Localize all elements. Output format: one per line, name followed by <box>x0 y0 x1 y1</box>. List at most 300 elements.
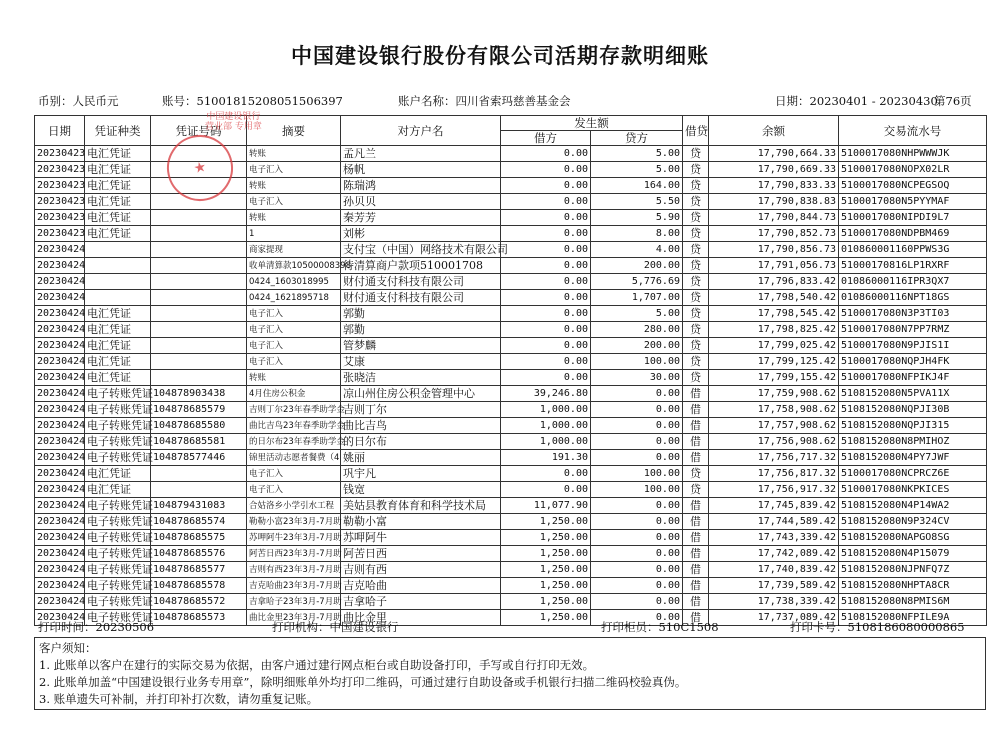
cell-date: 20230424 <box>35 354 85 370</box>
cell-debit: 1,250.00 <box>501 530 591 546</box>
cell-date: 20230423 <box>35 210 85 226</box>
table-row <box>35 274 987 290</box>
col-debit: 借方 <box>501 131 591 146</box>
cell-credit: 200.00 <box>591 258 683 274</box>
cell-dc: 借 <box>683 498 709 514</box>
col-voucher-no: 凭证号码 <box>151 116 247 146</box>
cell-voucher-type: 电汇凭证 <box>85 354 151 370</box>
cell-balance: 17,759,908.62 <box>709 386 839 402</box>
cell-debit: 0.00 <box>501 162 591 178</box>
cell-voucher-type: 电汇凭证 <box>85 338 151 354</box>
cell-date: 20230424 <box>35 370 85 386</box>
table-row <box>35 466 987 482</box>
cell-balance: 17,790,833.33 <box>709 178 839 194</box>
cell-balance: 17,790,669.33 <box>709 162 839 178</box>
cell-summary: 转账 <box>247 178 341 194</box>
cell-summary: 电子汇入 <box>247 162 341 178</box>
cell-dc: 贷 <box>683 482 709 498</box>
cell-balance: 17,799,125.42 <box>709 354 839 370</box>
cell-counterparty: 刘彬 <box>341 226 501 242</box>
cell-voucher-type: 电子转账凭证 <box>85 450 151 466</box>
cell-dc: 借 <box>683 562 709 578</box>
cell-serial: 010860001160PPWS3G <box>839 242 987 258</box>
cell-summary: 电子汇入 <box>247 466 341 482</box>
cell-summary: 电子汇入 <box>247 482 341 498</box>
cell-voucher-no <box>151 354 247 370</box>
cell-dc: 借 <box>683 402 709 418</box>
cell-credit: 5.90 <box>591 210 683 226</box>
table-row <box>35 434 987 450</box>
cell-serial: 5100017080N7PP7RMZ <box>839 322 987 338</box>
cell-voucher-no: 104878685573 <box>151 610 247 626</box>
cell-voucher-type: 电汇凭证 <box>85 370 151 386</box>
cell-serial: 5100017080NCPEGSOQ <box>839 178 987 194</box>
cell-balance: 17,743,339.42 <box>709 530 839 546</box>
cell-voucher-no <box>151 306 247 322</box>
cell-summary: 商家提现 <box>247 242 341 258</box>
cell-credit: 4.00 <box>591 242 683 258</box>
cell-voucher-no <box>151 466 247 482</box>
cell-credit: 100.00 <box>591 354 683 370</box>
table-row <box>35 338 987 354</box>
cell-summary: 0424_1621895718 <box>247 290 341 306</box>
cell-credit: 200.00 <box>591 338 683 354</box>
cell-date: 20230424 <box>35 402 85 418</box>
cell-credit: 0.00 <box>591 450 683 466</box>
cell-balance: 17,791,056.73 <box>709 258 839 274</box>
cell-debit: 0.00 <box>501 274 591 290</box>
cell-debit: 0.00 <box>501 258 591 274</box>
cell-credit: 0.00 <box>591 594 683 610</box>
table-row <box>35 210 987 226</box>
cell-voucher-type: 电子转账凭证 <box>85 562 151 578</box>
cell-balance: 17,745,839.42 <box>709 498 839 514</box>
cell-summary: 曲比金里23年3月-7月助 <box>247 610 341 626</box>
cell-voucher-type: 电子转账凭证 <box>85 578 151 594</box>
cell-serial: 5108152080NFPILE9A <box>839 610 987 626</box>
cell-dc: 借 <box>683 546 709 562</box>
cell-debit: 191.30 <box>501 450 591 466</box>
cell-debit: 1,000.00 <box>501 434 591 450</box>
cell-dc: 借 <box>683 514 709 530</box>
cell-counterparty: 待清算商户款项510001708 <box>341 258 501 274</box>
cell-serial: 5108152080NHPTA8CR <box>839 578 987 594</box>
currency-label: 币别：人民币元 <box>38 94 119 108</box>
cell-serial: 5100017080NCPRCZ6E <box>839 466 987 482</box>
cell-counterparty: 财付通支付科技有限公司 <box>341 274 501 290</box>
cell-date: 20230424 <box>35 338 85 354</box>
cell-balance: 17,798,545.42 <box>709 306 839 322</box>
cell-voucher-type: 电子转账凭证 <box>85 514 151 530</box>
cell-debit: 1,000.00 <box>501 418 591 434</box>
col-counterparty: 对方户名 <box>341 116 501 146</box>
cell-summary: 电子汇入 <box>247 338 341 354</box>
cell-credit: 280.00 <box>591 322 683 338</box>
cell-debit: 1,250.00 <box>501 578 591 594</box>
cell-credit: 100.00 <box>591 466 683 482</box>
cell-balance: 17,790,844.73 <box>709 210 839 226</box>
cell-voucher-no: 104878685580 <box>151 418 247 434</box>
cell-counterparty: 巩宇凡 <box>341 466 501 482</box>
cell-voucher-type <box>85 290 151 306</box>
cell-credit: 8.00 <box>591 226 683 242</box>
cell-counterparty: 吉克哈曲 <box>341 578 501 594</box>
cell-debit: 0.00 <box>501 242 591 258</box>
table-row <box>35 546 987 562</box>
cell-summary: 苏呷阿牛23年3月-7月助 <box>247 530 341 546</box>
cell-credit: 0.00 <box>591 514 683 530</box>
cell-debit: 1,250.00 <box>501 594 591 610</box>
cell-counterparty: 艾康 <box>341 354 501 370</box>
cell-voucher-type: 电汇凭证 <box>85 226 151 242</box>
cell-voucher-type: 电子转账凭证 <box>85 594 151 610</box>
notice-item-2: 2. 此账单加盖“中国建设银行业务专用章”，除明细账单外均打印二维码，可通过建行自助设备或手机银行扫描二维码校验真伪。 <box>39 675 687 689</box>
cell-summary: 阿苦日西23年3月-7月助 <box>247 546 341 562</box>
cell-date: 20230423 <box>35 146 85 162</box>
cell-debit: 1,000.00 <box>501 402 591 418</box>
cell-summary: 合姑洛乡小学引水工程 <box>247 498 341 514</box>
cell-voucher-type <box>85 258 151 274</box>
cell-voucher-type <box>85 274 151 290</box>
cell-date: 20230424 <box>35 482 85 498</box>
cell-serial: 5100017080NQPJH4FK <box>839 354 987 370</box>
col-dc: 借贷 <box>683 116 709 146</box>
cell-debit: 0.00 <box>501 370 591 386</box>
cell-date: 20230423 <box>35 178 85 194</box>
date-range: 日期：20230401 - 20230430 <box>775 94 938 108</box>
cell-serial: 5100017080N5PYYMAF <box>839 194 987 210</box>
cell-date: 20230424 <box>35 514 85 530</box>
cell-balance: 17,739,589.42 <box>709 578 839 594</box>
notice-item-1: 1. 此账单以客户在建行的实际交易为依据，由客户通过建行网点柜台或自助设备打印，手写或自行打印无效。 <box>39 658 595 672</box>
cell-counterparty: 吉拿哈子 <box>341 594 501 610</box>
cell-date: 20230424 <box>35 594 85 610</box>
col-balance: 余额 <box>709 116 839 146</box>
cell-voucher-no: 104878685576 <box>151 546 247 562</box>
cell-summary: 曲比吉鸟23年春季助学金 <box>247 418 341 434</box>
cell-balance: 17,790,852.73 <box>709 226 839 242</box>
cell-voucher-type: 电汇凭证 <box>85 146 151 162</box>
cell-date: 20230424 <box>35 530 85 546</box>
cell-counterparty: 财付通支付科技有限公司 <box>341 290 501 306</box>
cell-dc: 贷 <box>683 338 709 354</box>
cell-counterparty: 凉山州住房公积金管理中心 <box>341 386 501 402</box>
cell-serial: 5108152080N5PVA11X <box>839 386 987 402</box>
col-amount: 发生额 <box>501 116 683 131</box>
cell-dc: 贷 <box>683 258 709 274</box>
cell-debit: 0.00 <box>501 146 591 162</box>
cell-voucher-no: 104878903438 <box>151 386 247 402</box>
cell-balance: 17,799,155.42 <box>709 370 839 386</box>
cell-date: 20230424 <box>35 418 85 434</box>
cell-credit: 1,707.00 <box>591 290 683 306</box>
cell-date: 20230424 <box>35 578 85 594</box>
cell-credit: 5.50 <box>591 194 683 210</box>
cell-balance: 17,756,717.32 <box>709 450 839 466</box>
cell-date: 20230424 <box>35 466 85 482</box>
cell-debit: 0.00 <box>501 338 591 354</box>
cell-debit: 0.00 <box>501 466 591 482</box>
cell-date: 20230423 <box>35 194 85 210</box>
cell-voucher-no <box>151 290 247 306</box>
cell-serial: 5100017080NDPBM469 <box>839 226 987 242</box>
cell-serial: 5108152080N4P15079 <box>839 546 987 562</box>
cell-debit: 0.00 <box>501 322 591 338</box>
cell-dc: 贷 <box>683 466 709 482</box>
cell-summary: 收单清算款10500008398 <box>247 258 341 274</box>
cell-serial: 01086000116NPT18GS <box>839 290 987 306</box>
cell-voucher-type: 电子转账凭证 <box>85 386 151 402</box>
cell-summary: 吉拿哈子23年3月-7月助 <box>247 594 341 610</box>
cell-dc: 贷 <box>683 226 709 242</box>
cell-voucher-no: 104878577446 <box>151 450 247 466</box>
cell-balance: 17,798,825.42 <box>709 322 839 338</box>
table-row <box>35 258 987 274</box>
cell-counterparty: 的日尔布 <box>341 434 501 450</box>
cell-credit: 0.00 <box>591 610 683 626</box>
cell-credit: 0.00 <box>591 386 683 402</box>
cell-dc: 贷 <box>683 306 709 322</box>
table-row <box>35 194 987 210</box>
cell-balance: 17,798,540.42 <box>709 290 839 306</box>
cell-dc: 贷 <box>683 274 709 290</box>
notice-item-3: 3. 账单遗失可补制，并打印补打次数，请勿重复记账。 <box>39 692 319 706</box>
cell-serial: 5100017080NIPDI9L7 <box>839 210 987 226</box>
cell-date: 20230424 <box>35 258 85 274</box>
cell-counterparty: 孙贝贝 <box>341 194 501 210</box>
cell-balance: 17,790,838.83 <box>709 194 839 210</box>
cell-dc: 借 <box>683 610 709 626</box>
cell-serial: 5100017080NFPIKJ4F <box>839 370 987 386</box>
cell-debit: 39,246.80 <box>501 386 591 402</box>
cell-credit: 0.00 <box>591 546 683 562</box>
cell-credit: 164.00 <box>591 178 683 194</box>
col-voucher-type: 凭证种类 <box>85 116 151 146</box>
cell-voucher-no <box>151 482 247 498</box>
cell-serial: 5108152080N4P14WA2 <box>839 498 987 514</box>
cell-voucher-type: 电汇凭证 <box>85 482 151 498</box>
cell-serial: 5100017081​6LP1RXRF <box>839 258 987 274</box>
cell-counterparty: 陈瑞鸿 <box>341 178 501 194</box>
cell-summary: 4月住房公积金 <box>247 386 341 402</box>
cell-summary: 电子汇入 <box>247 306 341 322</box>
table-row <box>35 386 987 402</box>
cell-voucher-no <box>151 370 247 386</box>
table-row <box>35 322 987 338</box>
cell-debit: 0.00 <box>501 354 591 370</box>
cell-voucher-no: 104878685581 <box>151 434 247 450</box>
cell-voucher-type: 电汇凭证 <box>85 210 151 226</box>
print-card: 打印卡号：5108186080000865 <box>790 620 965 634</box>
cell-balance: 17,799,025.42 <box>709 338 839 354</box>
table-row <box>35 242 987 258</box>
cell-debit: 1,250.00 <box>501 610 591 626</box>
cell-dc: 贷 <box>683 242 709 258</box>
cell-balance: 17,744,589.42 <box>709 514 839 530</box>
cell-dc: 贷 <box>683 290 709 306</box>
cell-voucher-no: 104878685572 <box>151 594 247 610</box>
cell-credit: 0.00 <box>591 402 683 418</box>
cell-date: 20230423 <box>35 162 85 178</box>
cell-voucher-type: 电子转账凭证 <box>85 418 151 434</box>
cell-serial: 5100017080NKPKICES <box>839 482 987 498</box>
cell-counterparty: 吉则丁尔 <box>341 402 501 418</box>
cell-date: 20230424 <box>35 306 85 322</box>
account-name: 账户名称：四川省索玛慈善基金会 <box>398 94 571 108</box>
cell-balance: 17,757,908.62 <box>709 418 839 434</box>
cell-summary: 吉则丁尔23年春季助学金 <box>247 402 341 418</box>
cell-voucher-no: 104878685574 <box>151 514 247 530</box>
account-number: 账号：51001815208051506397 <box>162 94 343 108</box>
cell-voucher-no: 104878685575 <box>151 530 247 546</box>
cell-date: 20230424 <box>35 434 85 450</box>
cell-counterparty: 美姑县教育体育和科学技术局 <box>341 498 501 514</box>
cell-date: 20230424 <box>35 546 85 562</box>
cell-voucher-type: 电子转账凭证 <box>85 530 151 546</box>
cell-credit: 5.00 <box>591 146 683 162</box>
cell-dc: 贷 <box>683 178 709 194</box>
page-number: 第76页 <box>934 94 972 108</box>
cell-dc: 借 <box>683 450 709 466</box>
cell-counterparty: 吉则有西 <box>341 562 501 578</box>
table-row <box>35 562 987 578</box>
cell-debit: 0.00 <box>501 482 591 498</box>
cell-dc: 贷 <box>683 146 709 162</box>
cell-counterparty: 钱宽 <box>341 482 501 498</box>
table-row <box>35 450 987 466</box>
cell-voucher-type <box>85 242 151 258</box>
cell-counterparty: 郭勤 <box>341 322 501 338</box>
table-row <box>35 530 987 546</box>
cell-dc: 借 <box>683 530 709 546</box>
cell-dc: 贷 <box>683 370 709 386</box>
cell-voucher-no: 104878685578 <box>151 578 247 594</box>
cell-date: 20230424 <box>35 386 85 402</box>
table-row <box>35 594 987 610</box>
cell-date: 20230424 <box>35 322 85 338</box>
cell-date: 20230424 <box>35 450 85 466</box>
cell-counterparty: 郭勤 <box>341 306 501 322</box>
print-org: 打印机构：中国建设银行 <box>272 620 399 634</box>
col-date: 日期 <box>35 116 85 146</box>
cell-serial: 5108152080N8PMIS6M <box>839 594 987 610</box>
cell-balance: 17,756,908.62 <box>709 434 839 450</box>
cell-voucher-no <box>151 258 247 274</box>
cell-date: 20230424 <box>35 290 85 306</box>
cell-voucher-type: 电汇凭证 <box>85 194 151 210</box>
cell-voucher-no: 104878685579 <box>151 402 247 418</box>
cell-counterparty: 张晓洁 <box>341 370 501 386</box>
cell-voucher-type: 电汇凭证 <box>85 178 151 194</box>
cell-credit: 0.00 <box>591 498 683 514</box>
cell-balance: 17,796,833.42 <box>709 274 839 290</box>
cell-serial: 5108152080NQPJI315 <box>839 418 987 434</box>
cell-serial: 5108152080NQPJI30B <box>839 402 987 418</box>
ledger-body <box>35 146 987 626</box>
cell-voucher-no <box>151 338 247 354</box>
cell-dc: 借 <box>683 434 709 450</box>
page-title: 中国建设银行股份有限公司活期存款明细账 <box>291 44 709 68</box>
cell-date: 20230424 <box>35 274 85 290</box>
cell-dc: 贷 <box>683 354 709 370</box>
cell-debit: 0.00 <box>501 226 591 242</box>
table-row <box>35 370 987 386</box>
cell-dc: 借 <box>683 578 709 594</box>
cell-date: 20230424 <box>35 562 85 578</box>
col-credit: 贷方 <box>591 131 683 146</box>
cell-counterparty: 阿苦日西 <box>341 546 501 562</box>
cell-dc: 贷 <box>683 162 709 178</box>
cell-voucher-type: 电汇凭证 <box>85 162 151 178</box>
cell-serial: 5100017080NHPWWWJK <box>839 146 987 162</box>
customer-notice <box>34 637 986 710</box>
cell-credit: 100.00 <box>591 482 683 498</box>
cell-counterparty: 秦芳芳 <box>341 210 501 226</box>
cell-voucher-no <box>151 226 247 242</box>
cell-voucher-no: 104879431083 <box>151 498 247 514</box>
cell-date: 20230423 <box>35 226 85 242</box>
cell-serial: 5100017080N3P3TI03 <box>839 306 987 322</box>
cell-voucher-type: 电汇凭证 <box>85 306 151 322</box>
notice-heading: 客户须知： <box>39 641 97 655</box>
cell-counterparty: 管梦麟 <box>341 338 501 354</box>
table-row <box>35 498 987 514</box>
table-row <box>35 482 987 498</box>
print-time: 打印时间：20230506 <box>38 620 155 634</box>
table-row <box>35 354 987 370</box>
table-row <box>35 402 987 418</box>
cell-date: 20230424 <box>35 242 85 258</box>
cell-credit: 5.00 <box>591 162 683 178</box>
cell-counterparty: 杨帆 <box>341 162 501 178</box>
cell-balance: 17,738,339.42 <box>709 594 839 610</box>
cell-balance: 17,756,817.32 <box>709 466 839 482</box>
cell-debit: 0.00 <box>501 210 591 226</box>
cell-serial: 5108152080N4PY7JWF <box>839 450 987 466</box>
cell-summary: 1 <box>247 226 341 242</box>
cell-debit: 0.00 <box>501 178 591 194</box>
table-row <box>35 226 987 242</box>
cell-balance: 17,758,908.62 <box>709 402 839 418</box>
cell-summary: 电子汇入 <box>247 322 341 338</box>
cell-summary: 吉则有西23年3月-7月助 <box>247 562 341 578</box>
cell-debit: 1,250.00 <box>501 546 591 562</box>
cell-summary: 转账 <box>247 370 341 386</box>
cell-serial: 5108152080N8PMIHOZ <box>839 434 987 450</box>
col-summary: 摘要 <box>247 116 341 146</box>
cell-credit: 5.00 <box>591 306 683 322</box>
cell-serial: 5108152080NAPGO8SG <box>839 530 987 546</box>
cell-serial: 5100017080NOPX02LR <box>839 162 987 178</box>
cell-debit: 1,250.00 <box>501 514 591 530</box>
cell-dc: 贷 <box>683 210 709 226</box>
cell-voucher-no <box>151 322 247 338</box>
cell-voucher-no <box>151 242 247 258</box>
cell-serial: 5108152080N9P324CV <box>839 514 987 530</box>
cell-counterparty: 孟凡兰 <box>341 146 501 162</box>
cell-serial: 5100017080N9PJIS1I <box>839 338 987 354</box>
cell-dc: 贷 <box>683 322 709 338</box>
cell-debit: 0.00 <box>501 194 591 210</box>
cell-dc: 借 <box>683 386 709 402</box>
cell-counterparty: 苏呷阿牛 <box>341 530 501 546</box>
cell-voucher-no: 104878685577 <box>151 562 247 578</box>
cell-balance: 17,742,089.42 <box>709 546 839 562</box>
cell-credit: 0.00 <box>591 562 683 578</box>
table-row <box>35 290 987 306</box>
cell-dc: 借 <box>683 594 709 610</box>
cell-credit: 0.00 <box>591 578 683 594</box>
